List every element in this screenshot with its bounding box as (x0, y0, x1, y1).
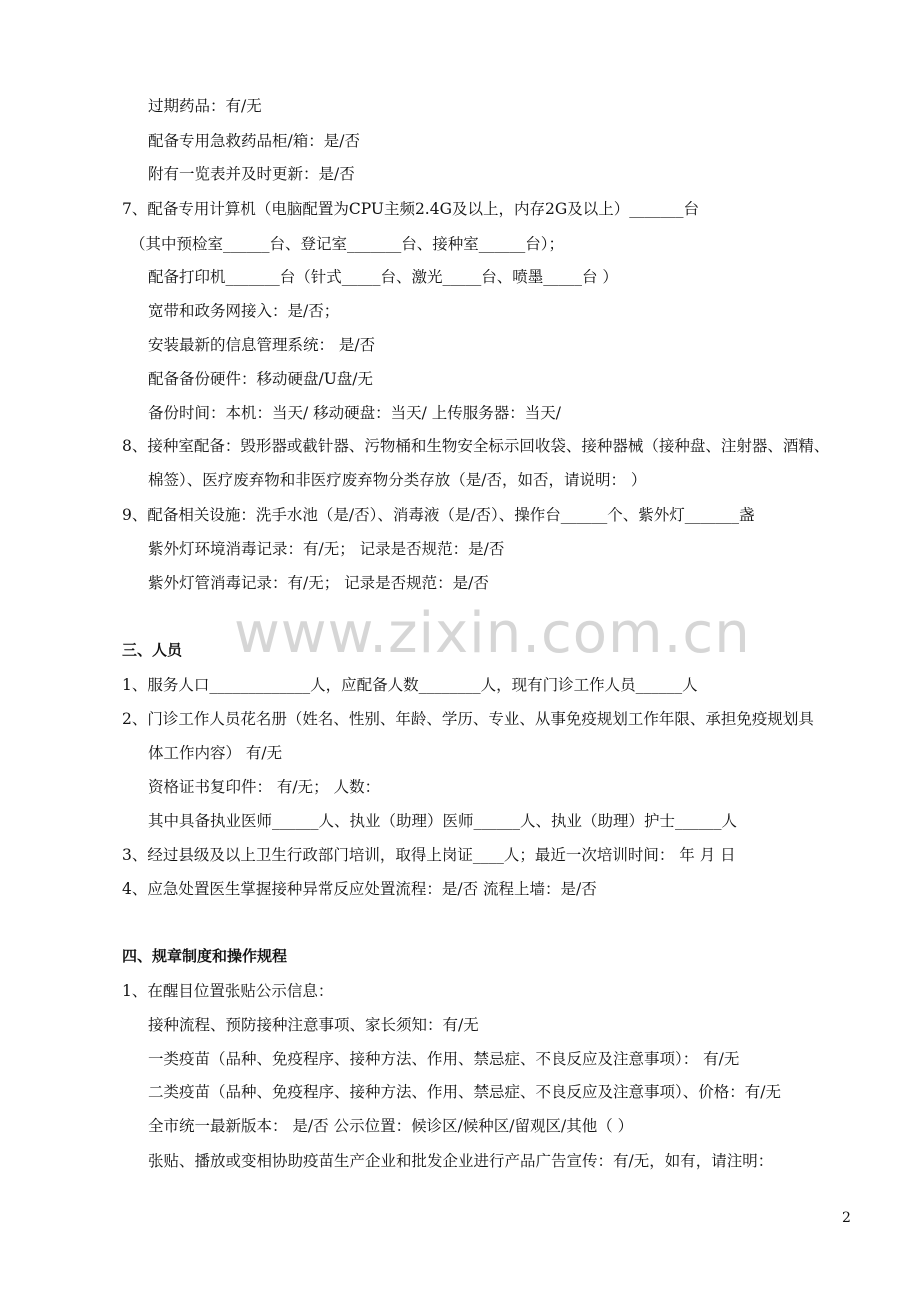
line-printer: 配备打印机_______台（针式_____台、激光_____台、喷墨_____台 ） (148, 268, 618, 286)
line-staff-roster-cont: 体工作内容） 有/无 (148, 744, 283, 762)
line-waste: 棉签）、医疗废弃物和非医疗废弃物分类存放（是/否，如否，请说明： ） (148, 471, 647, 489)
line-facilities: 9、配备相关设施：洗手水池（是/否）、消毒液（是/否）、操作台______个、紫外灯_______盏 (122, 506, 755, 524)
line-info-system: 安装最新的信息管理系统： 是/否 (148, 336, 376, 354)
section-heading-rules: 四、规章制度和操作规程 (122, 947, 288, 965)
line-advertising: 张贴、播放或变相协助疫苗生产企业和批发企业进行产品广告宣传：有/无，如有，请注明： (148, 1152, 774, 1170)
line-posting: 1、在醒目位置张贴公示信息： (122, 982, 334, 1000)
line-list-updated: 附有一览表并及时更新：是/否 (148, 165, 355, 183)
line-certificates: 资格证书复印件： 有/无； 人数： (148, 778, 381, 796)
line-service-population: 1、服务人口_____________人，应配备人数________人，现有门诊工作人员______人 (122, 676, 698, 694)
line-class1-vaccine: 一类疫苗（品种、免疫程序、接种方法、作用、禁忌症、不良反应及注意事项）： 有/无 (148, 1050, 740, 1068)
line-backup-hardware: 配备备份硬件：移动硬盘/U盘/无 (148, 370, 374, 388)
line-expired-drugs: 过期药品：有/无 (148, 97, 262, 115)
line-computer-breakdown: （其中预检室______台、登记室_______台、接种室______台）； (130, 235, 565, 253)
line-first-aid-cabinet: 配备专用急救药品柜/箱：是/否 (148, 132, 360, 150)
line-computer: 7、配备专用计算机（电脑配置为CPU主频2.4G及以上，内存2G及以上）_______台 (122, 200, 699, 218)
line-backup-time: 备份时间：本机：当天/ 移动硬盘：当天/ 上传服务器：当天/ (148, 404, 562, 422)
section-heading-personnel: 三、人员 (122, 641, 183, 659)
line-class2-vaccine: 二类疫苗（品种、免疫程序、接种方法、作用、禁忌症、不良反应及注意事项）、价格：有/无 (148, 1083, 781, 1101)
line-training: 3、经过县级及以上卫生行政部门培训，取得上岗证____人；最近一次培训时间： 年 月 日 (122, 846, 736, 864)
page-number: 2 (842, 1210, 851, 1226)
line-network: 宽带和政务网接入：是/否； (148, 302, 340, 320)
line-uv-environment: 紫外灯环境消毒记录：有/无； 记录是否规范：是/否 (148, 540, 505, 558)
watermark: www.zixin.com.cn (234, 601, 751, 666)
line-uv-tube: 紫外灯管消毒记录：有/无； 记录是否规范：是/否 (148, 574, 489, 592)
line-process-notice: 接种流程、预防接种注意事项、家长须知：有/无 (148, 1016, 479, 1034)
line-latest-version: 全市统一最新版本： 是/否 公示位置：候诊区/候种区/留观区/其他（ ） (148, 1117, 634, 1135)
line-vaccination-room: 8、接种室配备：毁形器或截针器、污物桶和生物安全标示回收袋、接种器械（接种盘、注射器、酒精、 (122, 437, 830, 455)
line-emergency-doctor: 4、应急处置医生掌握接种异常反应处置流程：是/否 流程上墙：是/否 (122, 880, 597, 898)
line-staff-roster: 2、门诊工作人员花名册（姓名、性别、年龄、学历、专业、从事免疫规划工作年限、承担免疫规划具 (122, 710, 814, 728)
line-licensed-staff: 其中具备执业医师______人、执业（助理）医师______人、执业（助理）护士______人 (148, 812, 738, 830)
